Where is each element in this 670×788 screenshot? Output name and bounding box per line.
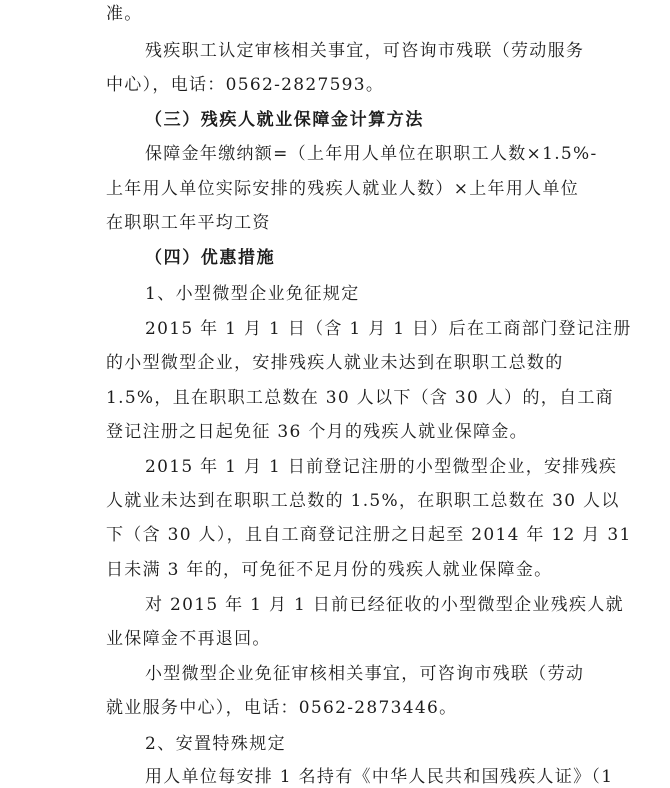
paragraph-contact-line: 残疾职工认定审核相关事宜，可咨询市残联（劳动服务 (145, 41, 585, 61)
paragraph-line: 2015 年 1 月 1 日（含 1 月 1 日）后在工商部门登记注册 (145, 319, 632, 339)
section-heading-preferential: （四）优惠措施 (145, 248, 276, 268)
sub-heading-exemption: 1、小型微型企业免征规定 (145, 284, 360, 304)
paragraph-line: 人就业未达到在职职工总数的 1.5%，在职职工总数在 30 人以 (106, 491, 620, 511)
text-line: 中心），电话：0562-2827593。 (106, 75, 385, 95)
formula-line: 保障金年缴纳额=（上年用人单位在职职工人数×1.5%- (145, 144, 598, 164)
paragraph-line: 1.5%，且在职职工总数在 30 人以下（含 30 人）的，自工商 (106, 388, 614, 408)
paragraph-line: 登记注册之日起免征 36 个月的残疾人就业保障金。 (106, 422, 528, 442)
paragraph-contact-line: 就业服务中心），电话：0562-2873446。 (106, 698, 458, 718)
paragraph-line: 下（含 30 人），且自工商登记注册之日起至 2014 年 12 月 31 (106, 525, 632, 545)
paragraph-line: 日未满 3 年的，可免征不足月份的残疾人就业保障金。 (106, 560, 553, 580)
paragraph-line: 2015 年 1 月 1 日前登记注册的小型微型企业，安排残疾 (145, 457, 618, 477)
paragraph-line: 业保障金不再退回。 (106, 629, 271, 649)
paragraph-line: 用人单位每安排 1 名持有《中华人民共和国残疾人证》（1 (145, 767, 614, 787)
paragraph-line: 对 2015 年 1 月 1 日前已经征收的小型微型企业残疾人就 (145, 595, 624, 615)
sub-heading-special: 2、安置特殊规定 (145, 734, 287, 754)
formula-line: 在职职工年平均工资 (106, 213, 271, 233)
text-line: 准。 (106, 4, 143, 24)
paragraph-contact-line: 小型微型企业免征审核相关事宜，可咨询市残联（劳动 (145, 664, 585, 684)
paragraph-line: 的小型微型企业，安排残疾人就业未达到在职职工总数的 (106, 353, 564, 373)
section-heading-calculation: （三）残疾人就业保障金计算方法 (145, 110, 424, 130)
formula-line: 上年用人单位实际安排的残疾人就业人数）×上年用人单位 (106, 179, 580, 199)
